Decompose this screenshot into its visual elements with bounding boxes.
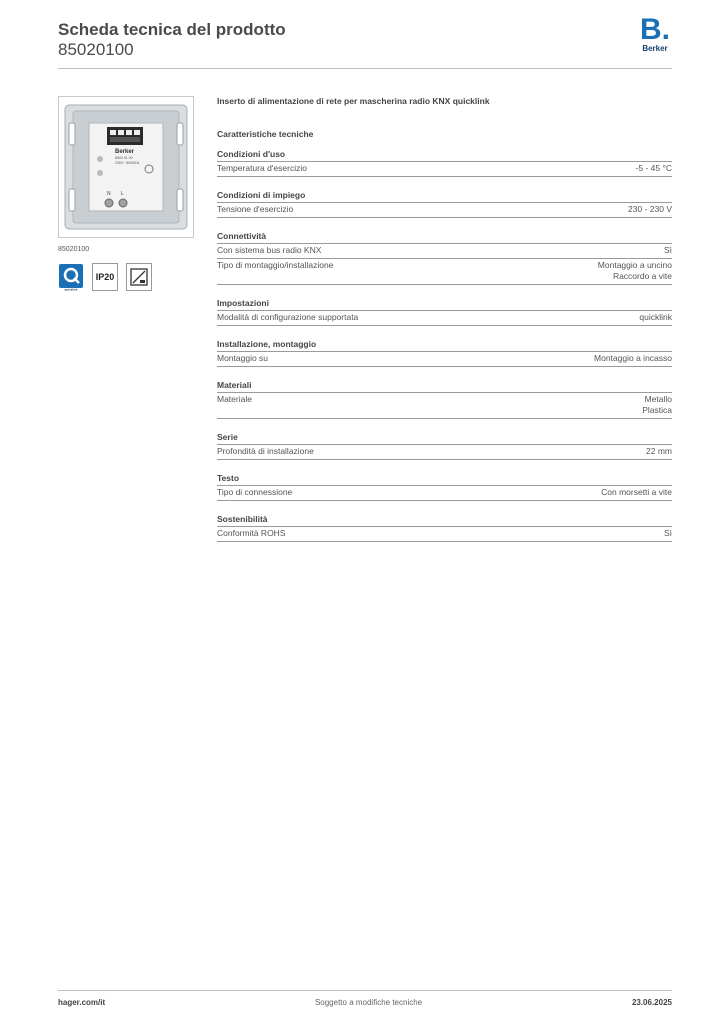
section-heading: Condizioni d'uso [217, 149, 672, 162]
flush-mount-icon [126, 263, 152, 291]
spec-label: Materiale [217, 394, 252, 404]
section-heading: Materiali [217, 380, 672, 393]
spec-value: quicklink [639, 312, 672, 322]
product-sidebar [58, 96, 194, 291]
spec-label: Conformità ROHS [217, 528, 286, 538]
spec-label: Tipo di montaggio/installazione [217, 260, 334, 270]
spec-label: Tensione d'esercizio [217, 204, 294, 214]
svg-text:quicklink: quicklink [64, 287, 78, 291]
spec-label: Temperatura d'esercizio [217, 163, 307, 173]
page-header [58, 13, 672, 70]
page-footer [58, 998, 672, 1007]
spec-value: Sì [663, 245, 672, 255]
spec-value: Montaggio a incasso [594, 353, 672, 363]
svg-text:L: L [121, 191, 124, 197]
spec-row [217, 244, 672, 259]
tech-specs [217, 96, 672, 542]
product-image [58, 96, 194, 238]
spec-section [217, 339, 672, 367]
spec-row [217, 527, 672, 542]
spec-section [217, 514, 672, 542]
section-heading: Impostazioni [217, 298, 672, 311]
quicklink-icon [58, 263, 84, 291]
section-heading: Sostenibilità [217, 514, 672, 527]
spec-row [217, 162, 672, 177]
spec-section [217, 231, 672, 285]
footer-website: hager.com/it [58, 998, 106, 1007]
spec-label: Modalità di configurazione supportata [217, 312, 359, 322]
page-title: Scheda tecnica del prodotto [58, 20, 286, 39]
section-heading: Condizioni di impiego [217, 190, 672, 203]
section-heading: Connettività [217, 231, 672, 244]
product-code-label: 85020100 [58, 246, 90, 253]
svg-text:8502 01 00: 8502 01 00 [115, 156, 133, 160]
spec-value: 22 mm [646, 446, 672, 456]
svg-text:N: N [107, 191, 111, 197]
specs-heading: Caratteristiche tecniche [217, 129, 314, 139]
spec-row [217, 352, 672, 367]
spec-section [217, 473, 672, 501]
spec-section [217, 298, 672, 326]
spec-label: Profondità di installazione [217, 446, 314, 456]
spec-value: -5 - 45 °C [635, 163, 672, 173]
footer-disclaimer: Soggetto a modifiche tecniche [314, 998, 423, 1007]
spec-label: Montaggio su [217, 353, 269, 363]
footer-date: 23.06.2025 [631, 998, 672, 1007]
section-heading: Installazione, montaggio [217, 339, 672, 352]
spec-value: Con morsetti a vite [601, 487, 672, 497]
spec-row [217, 486, 672, 501]
spec-row [217, 445, 672, 460]
product-description: Inserto di alimentazione di rete per mascherina radio KNX quicklink [217, 96, 490, 106]
spec-value: Sì [663, 528, 672, 538]
footer-divider [58, 990, 672, 991]
svg-text:Berker: Berker [115, 149, 135, 155]
section-heading: Serie [217, 432, 672, 445]
spec-section [217, 149, 672, 177]
section-heading: Testo [217, 473, 672, 486]
spec-row [217, 259, 672, 285]
spec-value: Montaggio a uncino Raccordo a vite [597, 260, 672, 281]
logo-text: Berker [642, 44, 668, 53]
logo-mark: B. [639, 13, 670, 46]
spec-section [217, 380, 672, 419]
spec-label: Tipo di connessione [217, 487, 293, 497]
spec-section [217, 190, 672, 218]
badge-row [58, 263, 194, 291]
device-illustration [59, 97, 193, 237]
header-divider [58, 68, 672, 69]
svg-text:230V~ 50/60Hz: 230V~ 50/60Hz [115, 161, 140, 165]
spec-section [217, 432, 672, 460]
product-number: 85020100 [58, 40, 134, 59]
spec-value: 230 - 230 V [628, 204, 672, 214]
spec-row [217, 311, 672, 326]
spec-label: Con sistema bus radio KNX [217, 245, 322, 255]
spec-value: Metallo Plastica [642, 394, 672, 415]
berker-logo [638, 13, 672, 53]
ip-rating-badge: IP20 [92, 263, 118, 291]
spec-row [217, 393, 672, 419]
spec-row [217, 203, 672, 218]
